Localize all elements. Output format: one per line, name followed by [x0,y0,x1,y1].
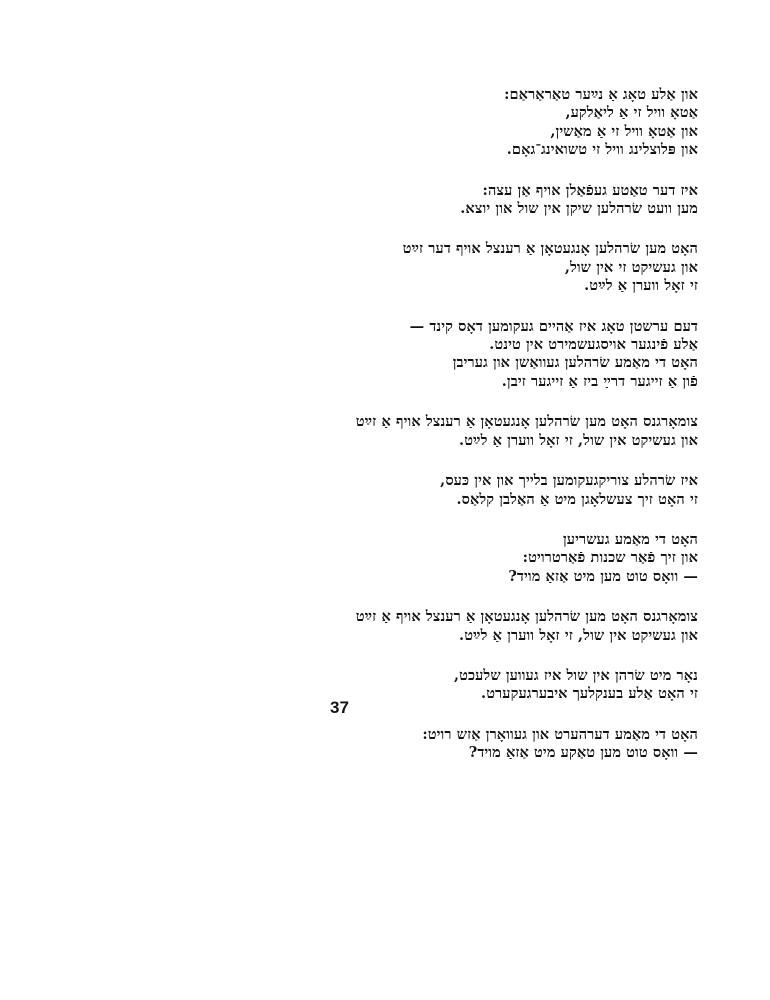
stanza [298,240,698,295]
poem-line: אַלע פֿינגער אויסגעשמירט אין טינט. [489,336,698,354]
poem-line: פֿון אַ זייגער דרײַ ביז אַ זייגער זיבן. [501,372,698,390]
stanza [298,667,698,704]
stanza [298,726,698,763]
poem-text [298,86,698,785]
poem-line: איז דער טאַטע געפֿאַלן אויף אַן עצה: [482,181,698,199]
poem-line: זי האָט אַלע בענקלעך איבערגעקערט. [481,685,698,703]
poem-line: און זיך פֿאַר שכנות פֿאַרטרויט: [522,549,698,567]
poem-line: זי זאָל ווערן אַ לײַט. [584,277,698,295]
stanza [298,182,698,219]
stanza [298,318,698,392]
poem-line: נאָר מיט שׂרהן אין שול איז געווען שלעכט, [453,666,698,684]
poem-line: — וואָס טוט מען טאַקע מיט אַזאַ מויד? [468,744,698,762]
poem-line: און אַלע טאָג אַ נײַער טאַראַראַם: [504,86,698,103]
poem-line: דעם ערשטן טאָג איז אַהיים געקומען דאָס קינד — [409,317,698,335]
poem-line: איז שׂרהלע צוריקגעקומען בלייך און אין כּעס, [440,472,698,490]
stanza [298,531,698,586]
stanza [298,608,698,645]
poem-line: האָט די מאַמע דערהערט און געוואָרן אַזש רויט: [422,725,698,743]
poem-line: און פּלוצלינג וויל זי טשואינג־גאָם. [506,141,698,159]
poem-line: צומאָרגנס האָט מען שׂרהלען אָנגעטאָן אַ רענצל אויף אַ זײַט [355,608,698,626]
stanza [298,472,698,509]
poem-line: האָט די מאַמע געשריען [562,530,698,548]
poem-line: און געשיקט אין שול, זי זאָל ווערן אַ לײַט. [459,626,698,644]
poem-line: און אַטאָ וויל זי אַ מאַשין, [550,122,698,140]
poem-line: און געשיקט זי אין שול, [564,258,698,276]
poem-line: אַטאָ וויל זי אַ ליאַלקע, [565,104,698,122]
poem-line: האָט די מאַמע שׂרהלען געוואַשן און געריבן [452,354,698,372]
poem-line: זי האָט זיך צעשלאָגן מיט אַ האַלבן קלאַס. [456,490,698,508]
stanza [298,86,698,160]
poem-line: מען וועט שׂרהלען שיקן אין שול און יוצא. [460,200,698,218]
page-number: 37 [330,698,349,717]
stanza [298,413,698,450]
poem-line: — וואָס טוט מען מיט אַזאַ מויד? [508,567,698,585]
poem-line: צומאָרגנס האָט מען שׂרהלען אָנגעטאָן אַ רענצל אויף אַ זײַט [355,413,698,431]
poem-line: און געשיקט אין שול, זי זאָל ווערן אַ לײַט. [459,431,698,449]
poem-line: האָט מען שׂרהלען אָנגעטאָן אַ רענצל אויף דער זײַט [402,240,698,258]
